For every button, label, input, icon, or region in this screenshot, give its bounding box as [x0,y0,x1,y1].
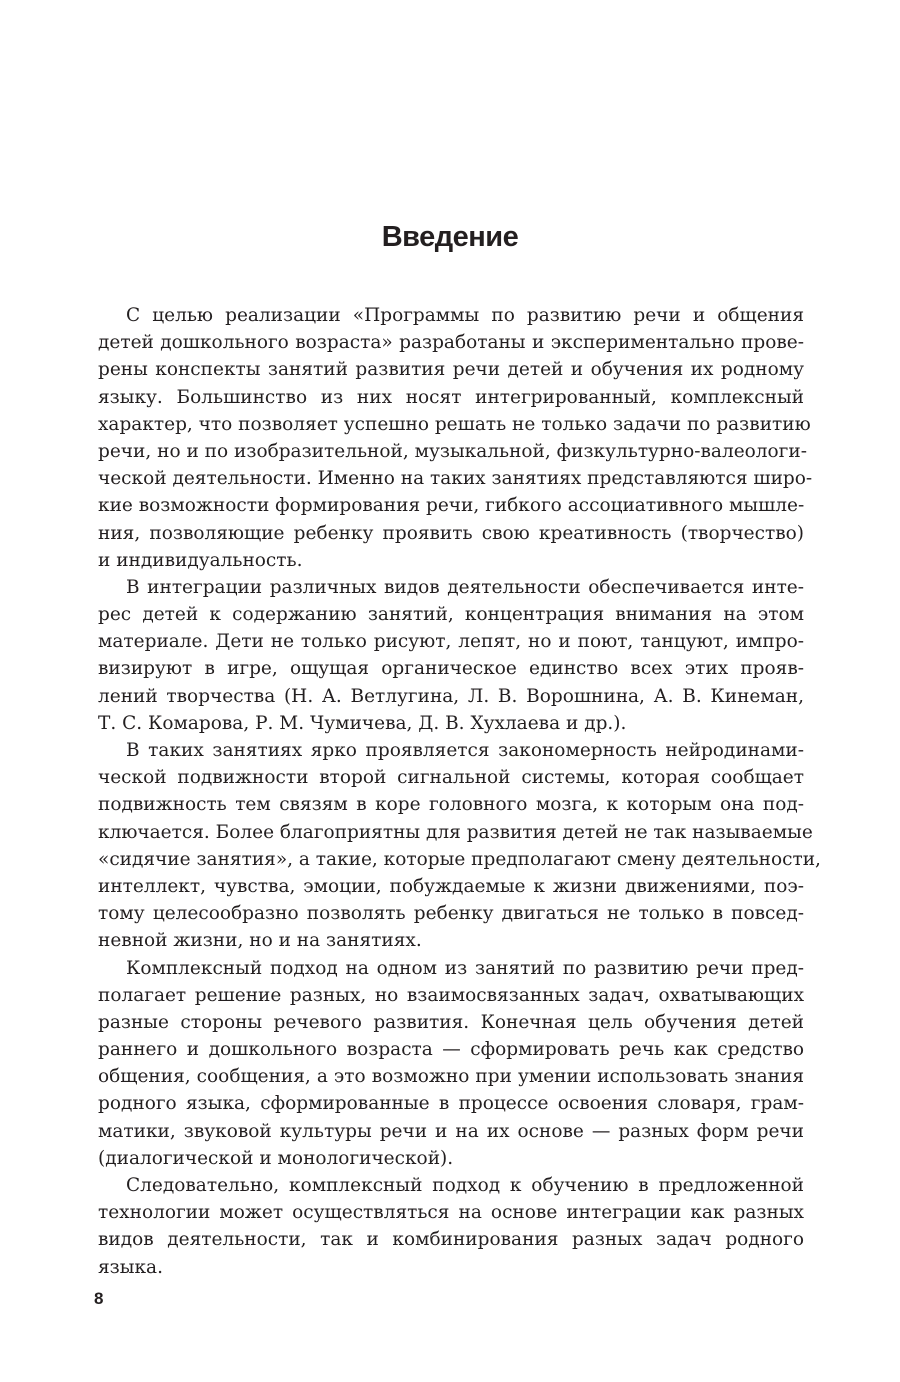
text-line: кие возможности формирования речи, гибкого ассоциативного мышле- [98,495,805,517]
text-line: «сидячие занятия», а такие, которые предполагают смену деятельности, [98,848,821,870]
text-line: В таких занятиях ярко проявляется закономерность нейродинами- [126,740,804,761]
text-line: языка. [98,1256,163,1278]
text-line: ния, позволяющие ребенку проявить свою креативность (творчество) [98,522,804,544]
text-line: Комплексный подход на одном из занятий по развитию речи пред- [126,957,804,979]
text-line: полагает решение разных, но взаимосвязанных задач, охватывающих [98,984,804,1006]
text-line: матики, звуковой культуры речи и на их основе — разных форм речи [98,1120,804,1142]
body-text [98,302,821,1281]
text-line: родного языка, сформированные в процессе освоения словаря, грам- [98,1093,804,1115]
paragraph-2 [98,574,804,737]
text-line: материале. Дети не только рисуют, лепят, но и поют, танцуют, импро- [98,631,804,653]
text-line: ческой деятельности. Именно на таких занятиях представляются широ- [98,468,813,490]
text-line: языку. Большинство из них носят интегрированный, комплексный [98,386,804,408]
text-line: технологии может осуществляться на основе интеграции как разных [98,1202,804,1224]
text-line: ключается. Более благоприятны для развития детей не так называемые [98,821,813,843]
text-line: Следовательно, комплексный подход к обучению в предложенной [126,1175,804,1196]
text-line: тому целесообразно позволять ребенку двигаться не только в повсед- [98,903,804,925]
text-line: невной жизни, но и на занятиях. [98,930,422,952]
paragraph-1 [98,302,813,574]
text-line: детей дошкольного возраста» разработаны и экспериментально прове- [98,332,804,354]
text-line: общения, сообщения, а это возможно при умении использовать знания [98,1066,804,1088]
text-line: ческой подвижности второй сигнальной системы, которая сообщает [98,767,804,789]
text-line: рены конспекты занятий развития речи детей и обучения их родному [98,359,804,381]
chapter-title: Введение [381,221,519,253]
text-line: и индивидуальность. [98,549,303,571]
text-line: В интеграции различных видов деятельности обеспечивается инте- [126,576,804,598]
text-line: Т. С. Комарова, Р. М. Чумичева, Д. В. Хухлаева и др.). [98,712,627,734]
text-line: раннего и дошкольного возраста — сформировать речь как средство [98,1039,804,1061]
paragraph-4 [98,955,804,1173]
text-line: характер, что позволяет успешно решать не только задачи по развитию [98,413,811,435]
text-line: лений творчества (Н. А. Ветлугина, Л. В. Ворошнина, А. В. Кинеман, [98,685,804,707]
text-line: подвижность тем связям в коре головного мозга, к которым она под- [98,794,804,816]
text-line: речи, но и по изобразительной, музыкальной, физкультурно-валеологи- [98,440,807,462]
text-line: рес детей к содержанию занятий, концентрация внимания на этом [98,604,804,626]
text-line: визируют в игре, ощущая органическое единство всех этих прояв- [98,658,804,680]
text-line: С целью реализации «Программы по развитию речи и общения [126,305,804,326]
text-line: видов деятельности, так и комбинирования разных задач родного [98,1229,804,1251]
text-line: (диалогической и монологической). [98,1147,454,1169]
page-number: 8 [94,1289,104,1308]
paragraph-3 [98,737,821,955]
paragraph-5 [98,1172,804,1281]
text-line: разные стороны речевого развития. Конечная цель обучения детей [98,1011,804,1033]
text-line: интеллект, чувства, эмоции, побуждаемые к жизни движениями, поэ- [98,875,804,897]
